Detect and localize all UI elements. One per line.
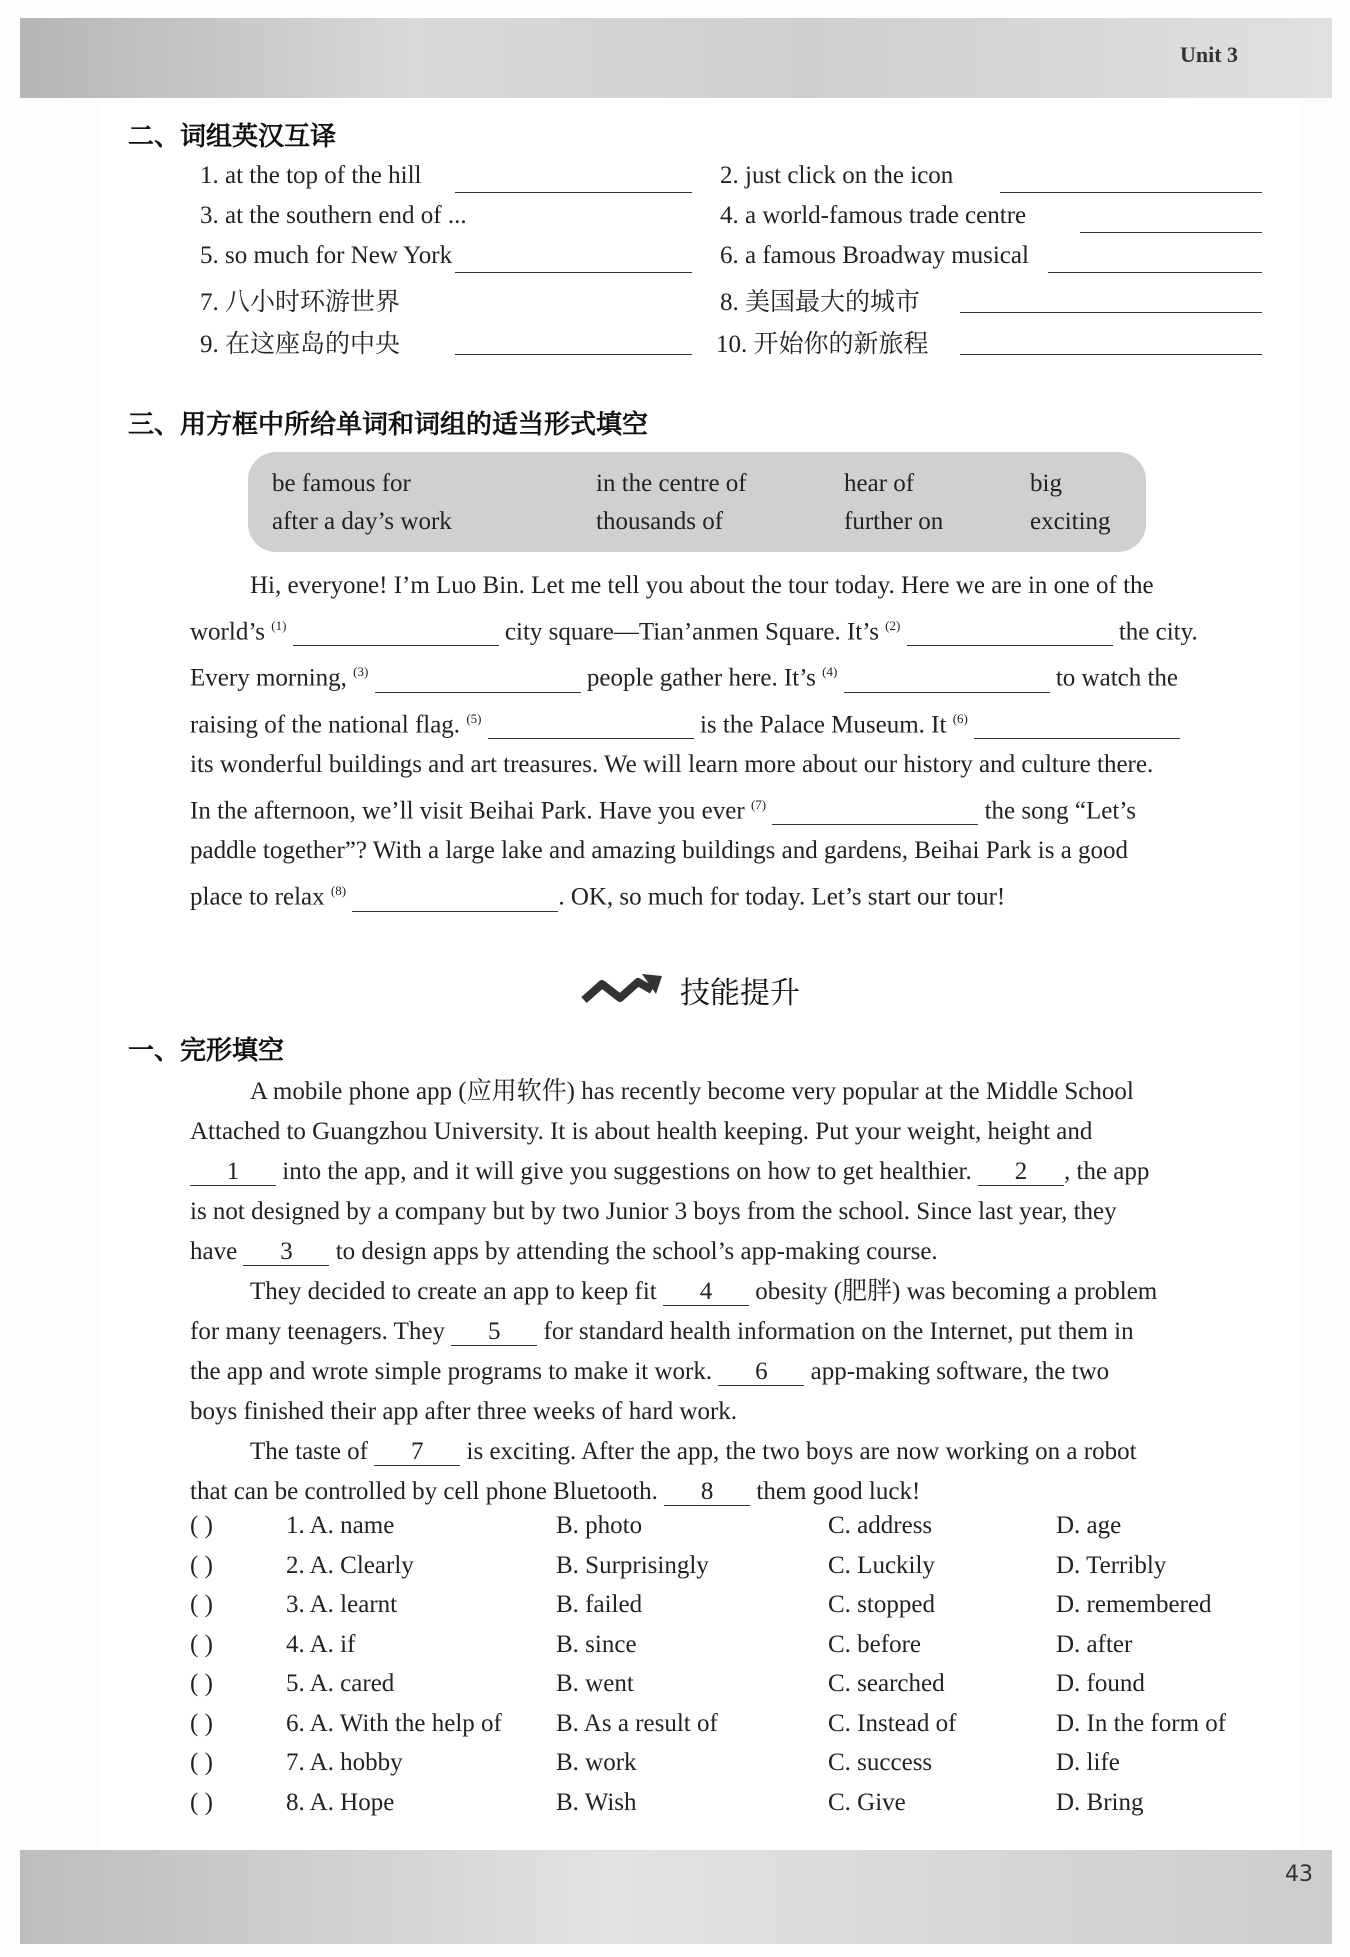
cloze-text: is exciting. After the app, the two boys are now working on a robot <box>466 1438 1137 1465</box>
phrase-item: 2. just click on the icon <box>720 162 954 189</box>
option-a: 8. A. Hope <box>286 1788 395 1816</box>
cloze-blank[interactable]: 1 <box>190 1159 276 1186</box>
option-c: C. stopped <box>828 1591 935 1618</box>
word-box-item: thousands of <box>596 508 724 535</box>
option-b: B. As a result of <box>556 1709 718 1737</box>
phrase-item: 8. 美国最大的城市 <box>720 289 921 316</box>
passage-text: place to relax <box>190 883 325 911</box>
cloze-text: that can be controlled by cell phone Bluetooth. <box>190 1478 658 1505</box>
blank-number: (8) <box>330 883 347 899</box>
answer-line[interactable] <box>960 354 1262 355</box>
option-a: 6. A. With the help of <box>286 1709 502 1737</box>
passage-text: Every morning, <box>190 664 347 692</box>
cloze-blank[interactable]: 8 <box>664 1479 750 1506</box>
answer-line[interactable] <box>960 312 1262 313</box>
option-d: D. remembered <box>1056 1591 1212 1618</box>
answer-paren[interactable]: ( ) <box>190 1591 213 1618</box>
option-b: B. photo <box>556 1512 643 1539</box>
blank-number: (4) <box>822 664 838 680</box>
answer-blank-1[interactable] <box>293 619 499 646</box>
option-d: D. In the form of <box>1056 1709 1227 1737</box>
word-box-item: big <box>1030 470 1062 497</box>
option-a: 3. A. learnt <box>286 1591 398 1618</box>
option-c: C. Instead of <box>828 1709 957 1737</box>
option-a: 2. A. Clearly <box>286 1551 414 1579</box>
cloze-text: have <box>190 1238 238 1265</box>
cloze-blank[interactable]: 5 <box>451 1319 537 1346</box>
section-title-fill-blanks: 三、用方框中所给单词和词组的适当形式填空 <box>128 410 649 440</box>
phrase-item: 9. 在这座岛的中央 <box>200 331 401 358</box>
blank-number: (3) <box>353 664 369 680</box>
word-box-item: further on <box>844 508 944 535</box>
blank-number: (2) <box>885 618 901 633</box>
passage-text: raising of the national flag. <box>190 710 461 738</box>
cloze-text: is not designed by a company but by two Junior 3 boys from the school. Since last year, they <box>190 1198 1117 1225</box>
option-b: B. since <box>556 1630 637 1658</box>
cloze-text: , the app <box>1064 1158 1150 1185</box>
option-c: C. Luckily <box>828 1551 935 1579</box>
passage-text: its wonderful buildings and art treasures. We will learn more about our history and culture there. <box>190 750 1154 778</box>
page-top-shadow <box>20 18 1332 98</box>
option-d: D. Bring <box>1056 1788 1144 1816</box>
answer-blank-7[interactable] <box>772 798 978 825</box>
answer-paren[interactable]: ( ) <box>190 1788 213 1816</box>
answer-paren[interactable]: ( ) <box>190 1512 213 1539</box>
cloze-blank[interactable]: 6 <box>718 1359 804 1386</box>
cloze-text: for many teenagers. They <box>190 1318 445 1345</box>
answer-line[interactable] <box>455 272 692 273</box>
cloze-text: boys finished their app after three weeks of hard work. <box>190 1398 738 1425</box>
phrase-item: 3. at the southern end of ... <box>200 202 467 229</box>
blank-number: (6) <box>952 710 968 726</box>
skill-heading: 技能提升 <box>680 976 800 1011</box>
word-box-item: be famous for <box>272 470 411 497</box>
answer-line[interactable] <box>1000 192 1262 193</box>
passage-text: world’s <box>190 618 265 646</box>
answer-blank-5[interactable] <box>488 712 694 739</box>
cloze-text: for standard health information on the Internet, put them in <box>543 1318 1134 1345</box>
option-a: 7. A. hobby <box>286 1749 403 1776</box>
cloze-blank[interactable]: 2 <box>978 1159 1064 1186</box>
word-box-item: hear of <box>844 470 915 497</box>
answer-blank-3[interactable] <box>375 666 581 693</box>
answer-paren[interactable]: ( ) <box>190 1630 213 1658</box>
blank-number: (7) <box>750 796 767 812</box>
passage-text: the song “Let’s <box>984 797 1136 825</box>
cloze-passage <box>190 1072 1270 1512</box>
cloze-text: The taste of <box>250 1438 369 1465</box>
cloze-text: A mobile phone app (应用软件) has recently become very popular at the Middle School <box>250 1078 1134 1105</box>
option-d: D. age <box>1056 1512 1122 1539</box>
cloze-text: app-making software, the two <box>810 1358 1110 1385</box>
word-box-item: in the centre of <box>596 470 747 497</box>
answer-line[interactable] <box>1080 232 1262 233</box>
option-b: B. Wish <box>556 1788 637 1816</box>
option-b: B. work <box>556 1749 637 1776</box>
phrase-item: 4. a world-famous trade centre <box>720 202 1027 229</box>
option-b: B. failed <box>556 1591 643 1618</box>
option-d: D. after <box>1056 1630 1133 1658</box>
option-b: B. Surprisingly <box>556 1551 709 1579</box>
cloze-text: Attached to Guangzhou University. It is about health keeping. Put your weight, height and <box>190 1118 1093 1145</box>
option-d: D. found <box>1056 1670 1145 1697</box>
phrase-item: 6. a famous Broadway musical <box>720 242 1029 269</box>
answer-blank-4[interactable] <box>844 666 1050 693</box>
option-c: C. before <box>828 1630 922 1658</box>
answer-line[interactable] <box>455 192 692 193</box>
blank-number: (1) <box>271 618 287 633</box>
answer-blank-2[interactable] <box>907 619 1113 646</box>
cloze-text: They decided to create an app to keep fit <box>250 1278 657 1305</box>
passage-text: to watch the <box>1055 664 1179 692</box>
cloze-text: to design apps by attending the school’s app-making course. <box>335 1238 938 1265</box>
answer-paren[interactable]: ( ) <box>190 1670 213 1697</box>
option-d: D. Terribly <box>1056 1551 1167 1579</box>
answer-paren[interactable]: ( ) <box>190 1749 213 1776</box>
cloze-text: them good luck! <box>756 1478 921 1505</box>
phrase-item: 10. 开始你的新旅程 <box>716 331 929 358</box>
cloze-blank[interactable]: 4 <box>663 1279 749 1306</box>
word-box <box>248 452 1146 552</box>
passage-text: people gather here. It’s <box>586 664 816 692</box>
passage-text: . OK, so much for today. Let’s start our tour! <box>558 883 1006 911</box>
blank-number: (5) <box>466 710 482 726</box>
cloze-blank[interactable]: 7 <box>374 1439 460 1466</box>
word-box-item: after a day’s work <box>272 508 452 535</box>
option-c: C. success <box>828 1749 933 1776</box>
unit-label: Unit 3 <box>1180 42 1239 67</box>
trend-arrow-icon <box>580 972 664 1008</box>
passage-text: In the afternoon, we’ll visit Beihai Park. Have you ever <box>190 797 745 825</box>
answer-line[interactable] <box>455 354 692 355</box>
option-b: B. went <box>556 1670 634 1697</box>
passage-text: Hi, everyone! I’m Luo Bin. Let me tell you about the tour today. Here we are in one of the <box>250 572 1154 599</box>
phrase-item: 7. 八小时环游世界 <box>200 289 401 316</box>
cloze-text: the app and wrote simple programs to make it work. <box>190 1358 713 1385</box>
option-c: C. searched <box>828 1670 945 1697</box>
page-bottom-shadow <box>20 1850 1332 1944</box>
passage-text: is the Palace Museum. It <box>699 710 947 738</box>
passage-tour <box>190 566 1270 918</box>
passage-text: the city. <box>1118 618 1198 646</box>
phrase-item: 1. at the top of the hill <box>200 162 422 189</box>
option-a: 5. A. cared <box>286 1670 395 1697</box>
page-number: 43 <box>1285 1862 1313 1887</box>
answer-line[interactable] <box>1048 272 1262 273</box>
passage-text: paddle together”? With a large lake and amazing buildings and gardens, Beihai Park is a good <box>190 837 1129 865</box>
answer-blank-8[interactable] <box>352 885 558 912</box>
word-box-item: exciting <box>1030 508 1111 535</box>
passage-text: city square—Tian’anmen Square. It’s <box>504 618 879 646</box>
cloze-blank[interactable]: 3 <box>243 1239 329 1266</box>
section-title-cloze: 一、完形填空 <box>128 1036 285 1066</box>
option-a: 1. A. name <box>286 1512 395 1539</box>
cloze-text: obesity (肥胖) was becoming a problem <box>755 1278 1158 1305</box>
option-c: C. Give <box>828 1788 906 1816</box>
answer-paren[interactable]: ( ) <box>190 1551 213 1579</box>
cloze-text: into the app, and it will give you suggestions on how to get healthier. <box>282 1158 972 1185</box>
option-c: C. address <box>828 1512 933 1539</box>
answer-paren[interactable]: ( ) <box>190 1709 213 1737</box>
section-title-translation: 二、词组英汉互译 <box>128 122 337 152</box>
answer-blank-6[interactable] <box>974 712 1180 739</box>
phrase-item: 5. so much for New York <box>200 242 453 269</box>
option-a: 4. A. if <box>286 1630 356 1658</box>
option-d: D. life <box>1056 1749 1120 1776</box>
